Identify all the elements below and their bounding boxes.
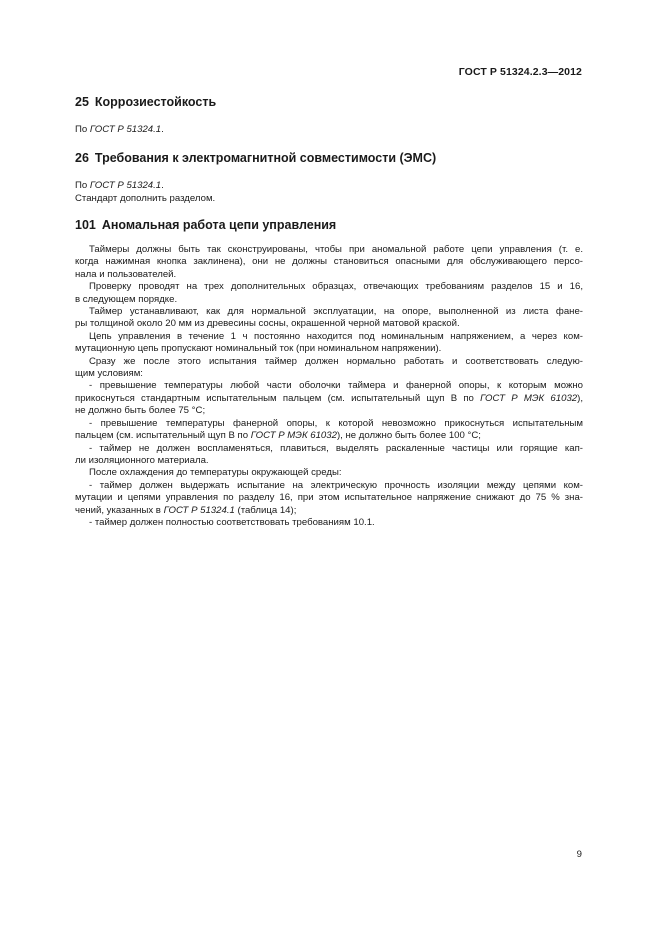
standard-reference: ГОСТ Р МЭК 61032 bbox=[250, 430, 337, 442]
list-item-line bbox=[75, 430, 583, 442]
text-run: ), не должно быть более 100 °С; bbox=[336, 430, 481, 442]
paragraph-line: мутационную цепь пропускают номинальный ток (при номинальном напряжении). bbox=[75, 343, 442, 355]
section-number: 26 bbox=[75, 151, 89, 165]
section-101-body bbox=[75, 244, 583, 529]
paragraph-line: Таймер устанавливают, как для нормальной эксплуатации, на опоре, выполненной из листа фане- bbox=[89, 306, 583, 318]
text-prefix: По bbox=[75, 180, 90, 191]
paragraph-line: Цепь управления в течение 1 ч постоянно находится под номинальным напряжением, а через ком- bbox=[89, 330, 583, 342]
text-suffix: . bbox=[161, 124, 164, 135]
list-item-line bbox=[75, 505, 583, 517]
text-suffix: . bbox=[161, 180, 164, 191]
text-run: чений, указанных в bbox=[75, 504, 164, 516]
text-run: (таблица 14); bbox=[234, 504, 297, 516]
section-title: Требования к электромагнитной совместимости (ЭМС) bbox=[94, 151, 437, 165]
text-prefix: По bbox=[75, 124, 90, 135]
section-101-heading bbox=[75, 218, 336, 232]
standard-reference: ГОСТ Р МЭК 61032 bbox=[480, 392, 578, 404]
section-25-text bbox=[75, 124, 164, 136]
list-item-line: - превышение температуры любой части оболочки таймера и фанерной опоры, к которым можно bbox=[89, 380, 583, 392]
paragraph-line: Таймеры должны быть так сконструированы, чтобы при аномальной работе цепи управления (т. е. bbox=[89, 244, 583, 255]
list-item-line bbox=[75, 393, 583, 405]
paragraph-line: Сразу же после этого испытания таймер должен нормально работать и соответствовать следую- bbox=[89, 355, 583, 367]
text-run: пальцем (см. испытательный щуп В по bbox=[75, 430, 251, 442]
section-number: 101 bbox=[75, 218, 96, 232]
section-26-text bbox=[75, 180, 164, 192]
list-item-line: - таймер не должен воспламеняться, плавиться, выделять раскаленные частицы или горящие кап- bbox=[89, 442, 583, 454]
paragraph-line: в следующем порядке. bbox=[75, 293, 178, 305]
page-number: 9 bbox=[576, 849, 582, 860]
section-26-heading bbox=[75, 151, 436, 165]
list-item-line: не должно быть более 75 °С; bbox=[75, 405, 206, 417]
paragraph-line: После охлаждения до температуры окружающей среды: bbox=[89, 467, 342, 479]
text-run: прикоснуться стандартным испытательным пальцем (см. испытательный щуп В по bbox=[75, 392, 481, 404]
section-25-heading bbox=[75, 95, 216, 109]
standard-reference: ГОСТ Р 51324.1 bbox=[89, 124, 162, 135]
document-id-header: ГОСТ Р 51324.2.3—2012 bbox=[458, 66, 582, 78]
paragraph-line: щим условиям: bbox=[75, 368, 143, 380]
list-item-line: - таймер должен полностью соответствовать требованиям 10.1. bbox=[89, 516, 375, 528]
paragraph-line: ры толщиной около 20 мм из древесины сосны, окрашенной черной матовой краской. bbox=[75, 318, 460, 330]
paragraph-line: когда нажимная кнопка заклинена), они не должны становиться опасными для обслуживающего персо- bbox=[75, 256, 583, 268]
section-title: Аномальная работа цепи управления bbox=[101, 218, 337, 232]
section-number: 25 bbox=[75, 95, 89, 109]
standard-reference: ГОСТ Р 51324.1 bbox=[89, 180, 162, 191]
paragraph-line: Проверку проводят на трех дополнительных образцах, отвечающих требованиям разделов 15 и 16, bbox=[89, 281, 583, 293]
standard-reference: ГОСТ Р 51324.1 bbox=[163, 504, 235, 516]
section-title: Коррозиестойкость bbox=[94, 95, 217, 109]
list-item-line: - таймер должен выдержать испытание на электрическую прочность изоляции между цепями ком- bbox=[89, 479, 583, 491]
list-item-line: - превышение температуры фанерной опоры, к которой невозможно прикоснуться испытательным bbox=[89, 417, 583, 429]
section-26-note: Стандарт дополнить разделом. bbox=[75, 193, 216, 204]
text-run: ), bbox=[577, 392, 583, 404]
list-item-line: ли изоляционного материала. bbox=[75, 454, 209, 466]
list-item-line: мутации и цепями управления по разделу 16, при этом испытательное напряжение снижают до 75 % зна- bbox=[75, 492, 583, 504]
paragraph-line: нала и пользователей. bbox=[75, 268, 177, 280]
